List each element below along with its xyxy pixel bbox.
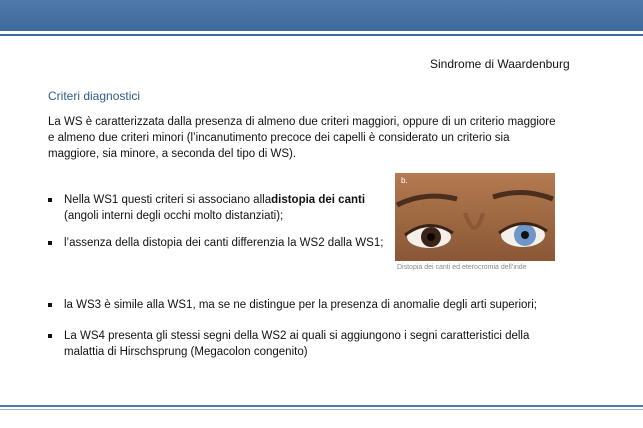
intro-line: e almeno due criteri minori (l’incanutimento precoce dei capelli è considerato un criterio sia [48, 132, 510, 144]
bottom-divider [0, 405, 643, 407]
nose-bridge [465, 213, 483, 228]
bullet-marker [48, 198, 52, 202]
bullet-marker [48, 303, 52, 307]
top-divider [0, 34, 643, 36]
left-eyebrow [397, 196, 457, 205]
intro-paragraph [48, 114, 578, 162]
bullet-text: malattia di Hirschsprung (Megacolon congenito) [64, 346, 308, 358]
bullet-marker [48, 241, 52, 245]
eyes-photo [395, 173, 555, 261]
section-heading: Criteri diagnostici [48, 89, 141, 103]
bullet-bold-term: distopia dei canti [271, 194, 366, 206]
bullet-marker [48, 334, 52, 338]
bullet-text: la WS3 è simile alla WS1, ma se ne distingue per la presenza di anomalie degli arti superiori; [64, 299, 538, 311]
bullet-text: La WS4 presenta gli stessi segni della WS2 ai quali si aggiungono i segni caratteristici della [64, 330, 530, 342]
left-pupil [427, 233, 435, 241]
intro-line: maggiore, sia minore, a seconda del tipo di WS). [48, 148, 297, 160]
panel-letter: b. [401, 176, 408, 185]
right-pupil [521, 231, 529, 239]
slide-title: Sindrome di Waardenburg [430, 57, 570, 71]
bullet-text: (angoli interni degli occhi molto distanziati); [64, 210, 284, 222]
top-banner [0, 0, 643, 31]
figure-caption: Distopia dei canti ed eterocromia dell’iride [397, 264, 527, 271]
right-eyebrow [493, 192, 553, 199]
bullet-text: Nella WS1 questi criteri si associano alla [64, 194, 272, 206]
eyes-illustration [395, 173, 555, 261]
intro-line: La WS è caratterizzata dalla presenza di almeno due criteri maggiori, oppure di un criterio maggiore [48, 116, 556, 128]
bullet-text: l’assenza della distopia dei canti differenzia la WS2 dalla WS1; [64, 237, 384, 249]
bottom-divider-thin [0, 409, 643, 410]
